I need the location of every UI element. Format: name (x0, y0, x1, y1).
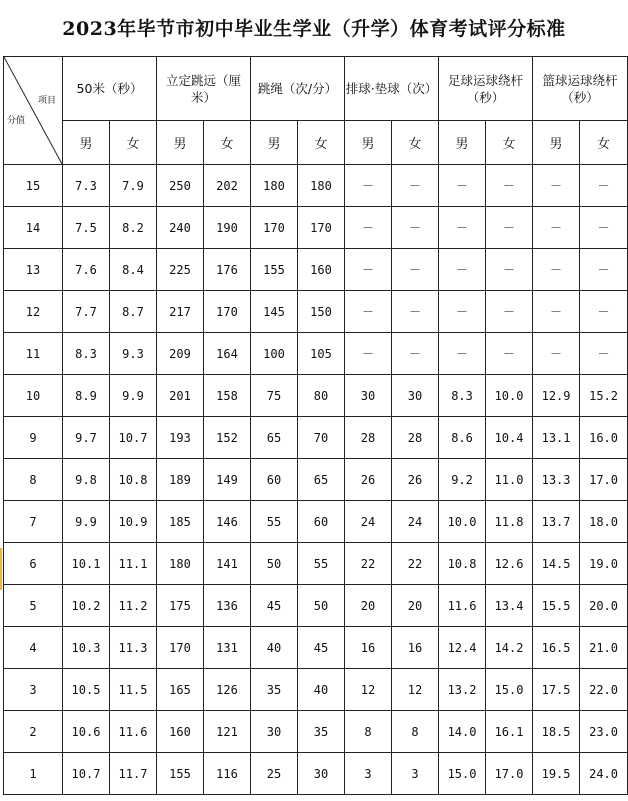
table-cell: 250 (157, 165, 204, 207)
table-cell: 10.8 (439, 543, 486, 585)
table-row (4, 711, 628, 753)
table-cell: 7.6 (63, 249, 110, 291)
table-cell: 8 (345, 711, 392, 753)
table-cell: 55 (251, 501, 298, 543)
table-cell: 65 (251, 417, 298, 459)
sex-female: 女 (110, 121, 157, 165)
score-value: 13 (4, 249, 63, 291)
row-highlight-marker (0, 548, 2, 590)
table-cell: 30 (345, 375, 392, 417)
table-cell: 16.5 (533, 627, 580, 669)
corner-score-label: 分值 (7, 116, 26, 126)
score-value: 10 (4, 375, 63, 417)
table-cell: 155 (251, 249, 298, 291)
table-cell: 25 (251, 753, 298, 795)
table-row (4, 543, 628, 585)
table-row (4, 165, 628, 207)
sex-male: 男 (345, 121, 392, 165)
diagonal-line (4, 57, 62, 164)
table-cell: 175 (157, 585, 204, 627)
table-cell: － (533, 207, 580, 249)
table-cell: － (486, 249, 533, 291)
table-cell: 14.0 (439, 711, 486, 753)
table-cell: 9.3 (110, 333, 157, 375)
table-cell: 23.0 (580, 711, 628, 753)
table-cell: 11.6 (110, 711, 157, 753)
table-cell: － (439, 165, 486, 207)
score-table (3, 56, 628, 795)
table-cell: 16 (392, 627, 439, 669)
sex-male: 男 (533, 121, 580, 165)
table-cell: 70 (298, 417, 345, 459)
score-value: 7 (4, 501, 63, 543)
table-cell: 13.4 (486, 585, 533, 627)
table-cell: 150 (298, 291, 345, 333)
header-row-items (4, 57, 628, 121)
table-cell: 160 (157, 711, 204, 753)
corner-item-label: 项目 (37, 96, 56, 106)
score-value: 12 (4, 291, 63, 333)
table-cell: 185 (157, 501, 204, 543)
table-cell: － (533, 333, 580, 375)
table-cell: － (439, 249, 486, 291)
table-cell: 225 (157, 249, 204, 291)
table-cell: 80 (298, 375, 345, 417)
score-value: 5 (4, 585, 63, 627)
table-cell: 12 (392, 669, 439, 711)
header-basketball: 篮球运球绕杆（秒） (533, 57, 628, 121)
table-cell: 8.9 (63, 375, 110, 417)
table-cell: 60 (251, 459, 298, 501)
table-cell: 8.3 (63, 333, 110, 375)
score-rows (4, 165, 628, 795)
table-cell: 19.5 (533, 753, 580, 795)
table-cell: － (486, 291, 533, 333)
table-cell: 9.8 (63, 459, 110, 501)
table-cell: － (533, 249, 580, 291)
table-cell: 136 (204, 585, 251, 627)
table-cell: 160 (298, 249, 345, 291)
table-cell: 45 (298, 627, 345, 669)
table-cell: 217 (157, 291, 204, 333)
table-cell: 10.2 (63, 585, 110, 627)
table-cell: 14.5 (533, 543, 580, 585)
table-cell: 10.8 (110, 459, 157, 501)
table-cell: 35 (251, 669, 298, 711)
page-title: 2023年毕节市初中毕业生学业（升学）体育考试评分标准 (62, 18, 566, 40)
header-long-jump: 立定跳远（厘米） (157, 57, 251, 121)
table-cell: 13.2 (439, 669, 486, 711)
sex-female: 女 (486, 121, 533, 165)
table-cell: － (345, 291, 392, 333)
score-value: 9 (4, 417, 63, 459)
table-cell: 40 (251, 627, 298, 669)
table-cell: 141 (204, 543, 251, 585)
table-cell: 10.3 (63, 627, 110, 669)
table-cell: 30 (298, 753, 345, 795)
table-cell: 180 (157, 543, 204, 585)
header-football: 足球运球绕杆（秒） (439, 57, 533, 121)
table-cell: 12 (345, 669, 392, 711)
table-cell: 28 (392, 417, 439, 459)
table-cell: 10.5 (63, 669, 110, 711)
table-cell: 22.0 (580, 669, 628, 711)
table-cell: 15.0 (486, 669, 533, 711)
table-cell: 19.0 (580, 543, 628, 585)
table-cell: 11.6 (439, 585, 486, 627)
table-cell: 10.7 (63, 753, 110, 795)
table-row (4, 333, 628, 375)
table-cell: 24.0 (580, 753, 628, 795)
table-cell: 3 (392, 753, 439, 795)
table-cell: － (533, 291, 580, 333)
table-cell: 190 (204, 207, 251, 249)
table-cell: 176 (204, 249, 251, 291)
table-cell: 10.6 (63, 711, 110, 753)
table-cell: 22 (345, 543, 392, 585)
table-cell: 10.7 (110, 417, 157, 459)
table-cell: 16.1 (486, 711, 533, 753)
table-cell: 201 (157, 375, 204, 417)
table-cell: 158 (204, 375, 251, 417)
table-row (4, 291, 628, 333)
table-cell: 7.9 (110, 165, 157, 207)
table-cell: 12.4 (439, 627, 486, 669)
header-sprint: 50米（秒） (63, 57, 157, 121)
table-cell: 22 (392, 543, 439, 585)
table-cell: 26 (345, 459, 392, 501)
table-row (4, 585, 628, 627)
table-cell: 170 (251, 207, 298, 249)
table-cell: 18.5 (533, 711, 580, 753)
table-cell: 45 (251, 585, 298, 627)
table-cell: 17.0 (486, 753, 533, 795)
table-cell: 3 (345, 753, 392, 795)
table-cell: 11.5 (110, 669, 157, 711)
table-cell: 15.2 (580, 375, 628, 417)
table-cell: 40 (298, 669, 345, 711)
table-cell: － (580, 291, 628, 333)
table-cell: 65 (298, 459, 345, 501)
table-cell: 9.7 (63, 417, 110, 459)
table-cell: 155 (157, 753, 204, 795)
table-cell: 170 (298, 207, 345, 249)
table-cell: 121 (204, 711, 251, 753)
table-row (4, 459, 628, 501)
score-value: 2 (4, 711, 63, 753)
table-row (4, 753, 628, 795)
table-cell: 55 (298, 543, 345, 585)
table-cell: 105 (298, 333, 345, 375)
table-cell: 18.0 (580, 501, 628, 543)
table-cell: 11.3 (110, 627, 157, 669)
table-cell: 240 (157, 207, 204, 249)
sex-male: 男 (63, 121, 110, 165)
table-cell: 20 (345, 585, 392, 627)
table-cell: 11.8 (486, 501, 533, 543)
table-cell: 8 (392, 711, 439, 753)
table-cell: 164 (204, 333, 251, 375)
table-cell: 26 (392, 459, 439, 501)
table-cell: － (580, 333, 628, 375)
table-cell: 13.1 (533, 417, 580, 459)
table-cell: － (439, 291, 486, 333)
table-row (4, 417, 628, 459)
table-cell: 35 (298, 711, 345, 753)
table-cell: 10.0 (486, 375, 533, 417)
table-cell: 100 (251, 333, 298, 375)
table-cell: － (345, 165, 392, 207)
table-cell: 50 (251, 543, 298, 585)
table-cell: 50 (298, 585, 345, 627)
table-cell: 7.3 (63, 165, 110, 207)
sex-male: 男 (157, 121, 204, 165)
table-cell: 8.6 (439, 417, 486, 459)
table-cell: 180 (251, 165, 298, 207)
table-cell: 193 (157, 417, 204, 459)
table-cell: 8.4 (110, 249, 157, 291)
table-cell: 170 (204, 291, 251, 333)
table-cell: 17.5 (533, 669, 580, 711)
table-cell: 9.9 (63, 501, 110, 543)
table-cell: 15.0 (439, 753, 486, 795)
table-cell: 14.2 (486, 627, 533, 669)
table-cell: 189 (157, 459, 204, 501)
table-cell: 10.4 (486, 417, 533, 459)
table-cell: 8.7 (110, 291, 157, 333)
table-cell: 202 (204, 165, 251, 207)
score-value: 4 (4, 627, 63, 669)
table-cell: 11.0 (486, 459, 533, 501)
table-cell: － (486, 165, 533, 207)
table-cell: 116 (204, 753, 251, 795)
table-cell: 10.1 (63, 543, 110, 585)
table-cell: 24 (345, 501, 392, 543)
table-cell: 8.3 (439, 375, 486, 417)
table-cell: － (439, 333, 486, 375)
table-cell: － (533, 165, 580, 207)
table-cell: 9.9 (110, 375, 157, 417)
table-cell: 11.7 (110, 753, 157, 795)
table-cell: 20.0 (580, 585, 628, 627)
header-rope-skipping: 跳绳（次/分） (251, 57, 345, 121)
table-row (4, 375, 628, 417)
table-cell: 145 (251, 291, 298, 333)
table-cell: 28 (345, 417, 392, 459)
header-row-sex (4, 121, 628, 165)
score-value: 14 (4, 207, 63, 249)
table-cell: 8.2 (110, 207, 157, 249)
score-value: 11 (4, 333, 63, 375)
table-cell: － (392, 249, 439, 291)
table-cell: 16 (345, 627, 392, 669)
corner-cell (4, 57, 63, 165)
score-value: 6 (4, 543, 63, 585)
table-cell: 15.5 (533, 585, 580, 627)
score-value: 1 (4, 753, 63, 795)
sex-female: 女 (580, 121, 628, 165)
table-cell: 10.9 (110, 501, 157, 543)
table-row (4, 207, 628, 249)
table-cell: 7.5 (63, 207, 110, 249)
table-cell: 149 (204, 459, 251, 501)
score-value: 15 (4, 165, 63, 207)
table-cell: － (439, 207, 486, 249)
table-cell: － (486, 207, 533, 249)
table-cell: 146 (204, 501, 251, 543)
table-cell: 24 (392, 501, 439, 543)
table-cell: 209 (157, 333, 204, 375)
table-cell: 12.9 (533, 375, 580, 417)
table-cell: 12.6 (486, 543, 533, 585)
table-cell: － (345, 249, 392, 291)
table-cell: 16.0 (580, 417, 628, 459)
table-cell: 13.3 (533, 459, 580, 501)
table-cell: 13.7 (533, 501, 580, 543)
sex-female: 女 (204, 121, 251, 165)
table-cell: 7.7 (63, 291, 110, 333)
table-cell: 11.1 (110, 543, 157, 585)
table-row (4, 627, 628, 669)
score-value: 8 (4, 459, 63, 501)
sex-female: 女 (298, 121, 345, 165)
table-cell: － (392, 207, 439, 249)
table-cell: 180 (298, 165, 345, 207)
table-cell: 126 (204, 669, 251, 711)
score-value: 3 (4, 669, 63, 711)
table-cell: 20 (392, 585, 439, 627)
table-cell: 30 (251, 711, 298, 753)
table-cell: 170 (157, 627, 204, 669)
table-cell: 165 (157, 669, 204, 711)
table-cell: － (580, 207, 628, 249)
table-cell: － (345, 207, 392, 249)
table-cell: － (345, 333, 392, 375)
table-cell: 21.0 (580, 627, 628, 669)
table-cell: － (580, 249, 628, 291)
table-cell: 60 (298, 501, 345, 543)
table-cell: － (392, 333, 439, 375)
sex-male: 男 (251, 121, 298, 165)
table-cell: － (392, 291, 439, 333)
table-row (4, 669, 628, 711)
table-row (4, 249, 628, 291)
table-cell: 17.0 (580, 459, 628, 501)
sex-female: 女 (392, 121, 439, 165)
table-cell: 75 (251, 375, 298, 417)
table-cell: 30 (392, 375, 439, 417)
table-cell: － (392, 165, 439, 207)
sex-male: 男 (439, 121, 486, 165)
table-cell: 10.0 (439, 501, 486, 543)
header-volleyball: 排球·垫球（次） (345, 57, 439, 121)
table-cell: － (580, 165, 628, 207)
table-cell: 131 (204, 627, 251, 669)
table-cell: － (486, 333, 533, 375)
table-row (4, 501, 628, 543)
table-cell: 152 (204, 417, 251, 459)
table-cell: 11.2 (110, 585, 157, 627)
table-cell: 9.2 (439, 459, 486, 501)
